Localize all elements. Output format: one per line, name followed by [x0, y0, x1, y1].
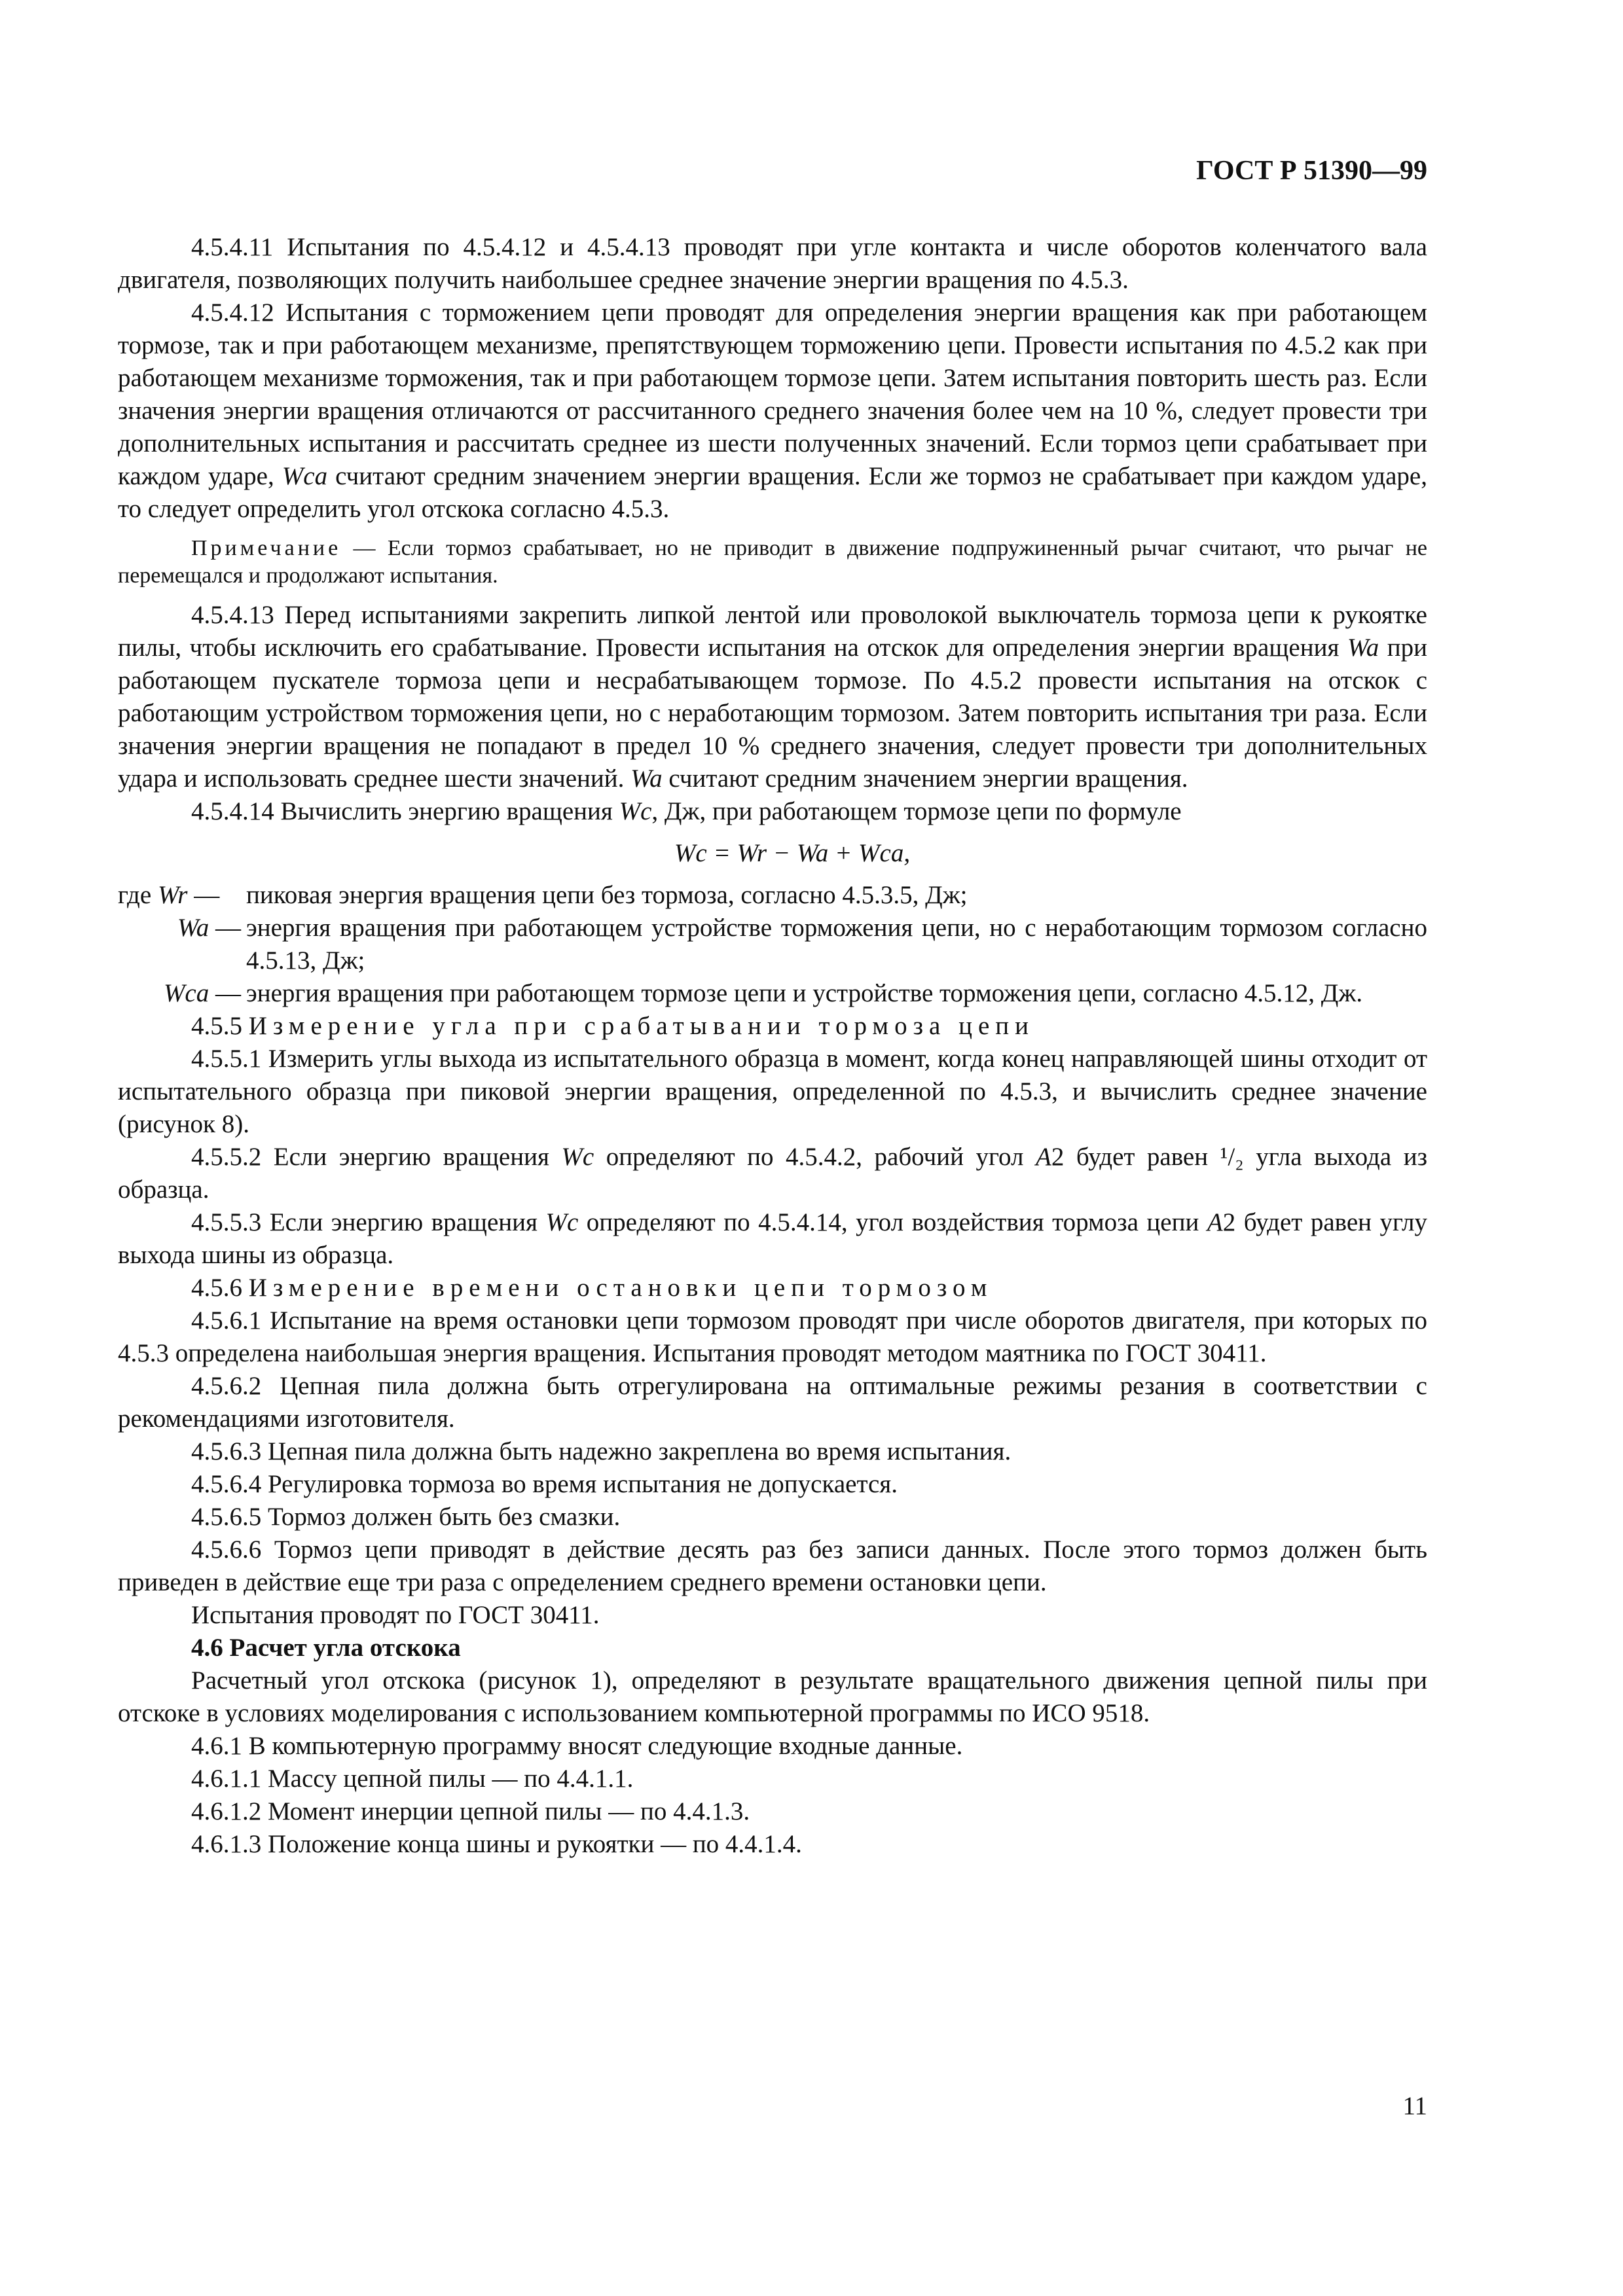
- text: считают средним значением энергии вращения.: [662, 764, 1188, 793]
- symbol-wa: Wa: [1347, 634, 1379, 662]
- symbol-wca: Wca: [163, 979, 210, 1007]
- where-symbol: [118, 912, 246, 944]
- where-description: энергия вращения при работающем тормозе цепи и устройстве торможения цепи, согласно 4.5.12, Дж.: [246, 979, 1363, 1007]
- paragraph-4-5-4-12: [118, 296, 1427, 526]
- section-title: Измерение угла при срабатывании тормоза цепи: [248, 1012, 1034, 1040]
- paragraph-4-6-1: 4.6.1 В компьютерную программу вносят следующие входные данные.: [191, 1732, 963, 1760]
- paragraph-4-5-6-6: 4.5.6.6 Тормоз цепи приводят в действие десять раз без записи данных. После этого тормоз должен быть приведен в действие еще три раза с определением среднего времени остановки цепи.: [118, 1535, 1427, 1596]
- text: определяют по 4.5.4.14, угол воздействия тормоза цепи: [578, 1208, 1207, 1236]
- text: 2 будет равен углу выхода шины из образца.: [118, 1208, 1428, 1269]
- fraction: ¹/₂: [1220, 1143, 1244, 1171]
- paragraph-4-5-5-2: [118, 1141, 1427, 1206]
- symbol-wr: Wr: [157, 881, 188, 909]
- paragraph-4-5-6-2: 4.5.6.2 Цепная пила должна быть отрегулирована на оптимальные режимы резания в соответствии с рекомендациями изготовителя.: [118, 1372, 1427, 1433]
- symbol-wc: Wc: [561, 1143, 594, 1171]
- page-number: 11: [1402, 2092, 1427, 2120]
- formula: Wc = Wr − Wa + Wca,: [674, 839, 911, 867]
- where-symbol: [118, 879, 246, 912]
- text: считают средним значением энергии вращения. Если же тормоз не срабатывает при каждом ударе, то следует определить угол отскока согласно 4.5.3.: [118, 462, 1427, 523]
- dash: —: [209, 979, 241, 1007]
- text: 4.5.4.12 Испытания с торможением цепи проводят для определения энергии вращения как при работающем тормозе, так и при работающем механизме, препятствующем торможению цепи. Провести испытания по 4.5.2 как при работающем механизме торможения, так и при работающем тормозе цепи. Затем испытания повторить шесть раз. Если значения энергии вращения отличаются от рассчитанного среднего значения более чем на 10 %, следует провести три дополнительных испытания и рассчитать среднее из шести полученных значений. Если тормоз цепи срабатывает при каждом ударе,: [118, 298, 1427, 490]
- text: 4.5.5.2 Если энергию вращения: [191, 1143, 562, 1171]
- where-description: пиковая энергия вращения цепи без тормоза, согласно 4.5.3.5, Дж;: [246, 881, 968, 909]
- paragraph-4-6-intro: Расчетный угол отскока (рисунок 1), определяют в результате вращательного движения цепной пилы при отскоке в условиях моделирования с использованием компьютерной программы по ИСО 9518.: [118, 1666, 1427, 1727]
- paragraph-4-6-1-1: 4.6.1.1 Массу цепной пилы — по 4.4.1.1.: [191, 1765, 634, 1793]
- section-number: 4.5.6: [191, 1274, 249, 1302]
- dash: —: [187, 881, 220, 909]
- paragraph-4-5-4-14: [118, 795, 1427, 828]
- standard-header: ГОСТ Р 51390—99: [1196, 156, 1427, 186]
- symbol-wc: Wc: [545, 1208, 579, 1236]
- where-item-wa: [118, 912, 1427, 977]
- text: 4.5.4.13 Перед испытаниями закрепить липкой лентой или проволокой выключатель тормоза цепи к рукоятке пилы, чтобы исключить его срабатывание. Провести испытания на отскок для определения энергии вращения: [118, 601, 1427, 662]
- text: угла выхода из образца.: [118, 1143, 1427, 1204]
- where-item-wca: [118, 977, 1427, 1010]
- where-description: энергия вращения при работающем устройстве торможения цепи, но с неработающим тормозом согласно 4.5.13, Дж;: [246, 914, 1427, 975]
- paragraph-4-5-6-4: 4.5.6.4 Регулировка тормоза во время испытания не допускается.: [191, 1470, 898, 1498]
- text: 4.5.4.14 Вычислить энергию вращения: [191, 797, 619, 825]
- dash: —: [209, 914, 241, 942]
- heading-4-5-6: [118, 1272, 1427, 1304]
- note-text: — Если тормоз срабатывает, но не приводит в движение подпружиненный рычаг считают, что рычаг не перемещался и продолжают испытания.: [118, 536, 1427, 588]
- where-prefix: где: [118, 881, 158, 909]
- paragraph-4-5-4-11: 4.5.4.11 Испытания по 4.5.4.12 и 4.5.4.13 проводят при угле контакта и числе оборотов коленчатого вала двигателя, позволяющих получить наибольшее среднее значение энергии вращения по 4.5.3.: [118, 233, 1427, 294]
- paragraph-4-5-5-3: [118, 1206, 1427, 1272]
- symbol-a: A: [1207, 1208, 1223, 1236]
- note: [118, 535, 1427, 590]
- paragraph-4-5-6-5: 4.5.6.5 Тормоз должен быть без смазки.: [191, 1503, 621, 1531]
- document-body: [118, 231, 1427, 1861]
- paragraph-tests: Испытания проводят по ГОСТ 30411.: [191, 1601, 600, 1629]
- symbol-wca: Wca: [282, 462, 328, 490]
- note-label: Примечание: [191, 536, 342, 560]
- paragraph-4-5-6-3: 4.5.6.3 Цепная пила должна быть надежно закреплена во время испытания.: [191, 1437, 1012, 1465]
- where-symbol: [118, 977, 246, 1010]
- text: при работающем пускателе тормоза цепи и несрабатывающем тормозе. По 4.5.2 провести испытания на отскок с работающим устройством торможения цепи, но с неработающим тормозом. Затем повторить испытания три раза. Если значения энергии вращения не попадают в предел 10 % среднего значения, следует провести три дополнительных удара и использовать среднее шести значений.: [118, 634, 1427, 793]
- paragraph-4-6-1-3: 4.6.1.3 Положение конца шины и рукоятки — по 4.4.1.4.: [191, 1830, 802, 1858]
- paragraph-4-5-6-1: 4.5.6.1 Испытание на время остановки цепи тормозом проводят при числе оборотов двигателя, при которых по 4.5.3 определена наибольшая энергия вращения. Испытания проводят методом маятника по ГОСТ 30411.: [118, 1306, 1427, 1367]
- text: 2 будет равен: [1051, 1143, 1220, 1171]
- symbol-wa: Wa: [177, 914, 210, 942]
- paragraph-4-5-5-1: 4.5.5.1 Измерить углы выхода из испытательного образца в момент, когда конец направляющей шины отходит от испытательного образца при пиковой энергии вращения, определенной по 4.5.3, и вычислить среднее значение (рисунок 8).: [118, 1045, 1427, 1138]
- where-item-wr: [118, 879, 1427, 912]
- symbol-a: A: [1036, 1143, 1051, 1171]
- text: определяют по 4.5.4.2, рабочий угол: [594, 1143, 1036, 1171]
- text: 4.5.5.3 Если энергию вращения: [191, 1208, 546, 1236]
- section-number: 4.5.5: [191, 1012, 249, 1040]
- heading-4-6: 4.6 Расчет угла отскока: [191, 1634, 461, 1662]
- symbol-wc: Wc: [619, 797, 652, 825]
- paragraph-4-6-1-2: 4.6.1.2 Момент инерции цепной пилы — по 4.4.1.3.: [191, 1797, 750, 1825]
- heading-4-5-5: [118, 1010, 1427, 1043]
- symbol-wa: Wa: [630, 764, 663, 793]
- paragraph-4-5-4-13: [118, 599, 1427, 795]
- section-title: Измерение времени остановки цепи тормозом: [248, 1274, 993, 1302]
- text: , Дж, при работающем тормозе цепи по формуле: [651, 797, 1182, 825]
